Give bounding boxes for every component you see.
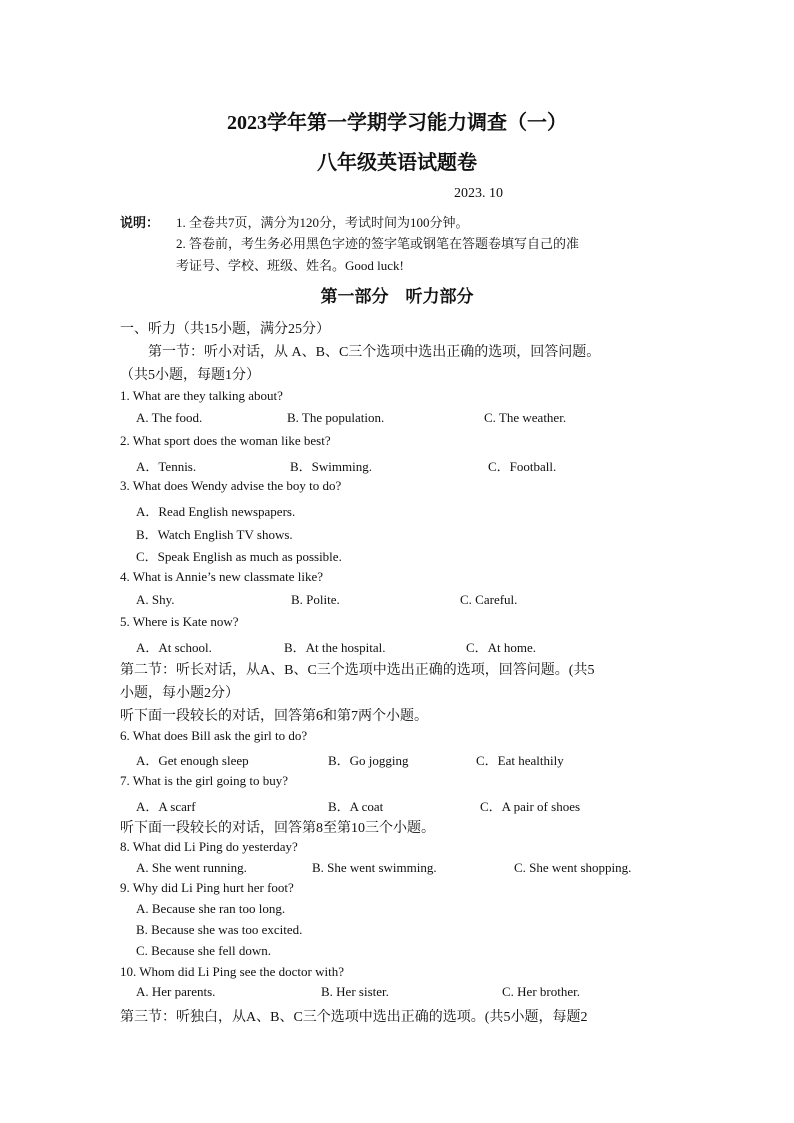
q3-option-a: A．Read English newspapers. (136, 504, 296, 519)
q7-option-a: A．A scarf (136, 799, 196, 814)
q9-option-a: A. Because she ran too long. (136, 901, 286, 916)
q6-option-b: B．Go jogging (328, 753, 409, 768)
question-2: 2. What sport does the woman like best? (120, 433, 331, 448)
q4-option-a: A. Shy. (136, 592, 175, 607)
section1-instruction: 第一节：听小对话，从 A、B、C三个选项中选出正确的选项，回答问题。 (148, 345, 601, 360)
q2-option-c: C．Football. (488, 459, 557, 474)
section1-scoring: （共5小题，每题1分） (120, 368, 260, 383)
q2-option-b: B．Swimming. (290, 459, 372, 474)
q9-option-b: B. Because she was too excited. (136, 922, 303, 937)
q4-option-c: C. Careful. (460, 592, 518, 607)
q7-option-c: C．A pair of shoes (480, 799, 581, 814)
q3-option-b: B．Watch English TV shows. (136, 527, 293, 542)
exam-title: 2023学年第一学期学习能力调查（一） (227, 112, 567, 134)
q1-option-c: C. The weather. (484, 410, 567, 425)
question-9: 9. Why did Li Ping hurt her foot? (120, 880, 294, 895)
instructions-label: 说明： (120, 215, 160, 230)
q8-option-a: A. She went running. (136, 860, 247, 875)
q5-option-a: A．At school. (136, 640, 212, 655)
question-7: 7. What is the girl going to buy? (120, 773, 289, 788)
part1-title: 第一部分 听力部分 (320, 287, 474, 306)
listening-heading: 一、听力（共15小题，满分25分） (120, 322, 330, 337)
q9-option-c: C. Because she fell down. (136, 943, 272, 958)
instruction-line-2b: 考证号、学校、班级、姓名。Good luck! (176, 258, 404, 273)
q3-option-c: C．Speak English as much as possible. (136, 549, 342, 564)
question-10: 10. Whom did Li Ping see the doctor with? (120, 964, 344, 979)
section3-instruction: 第三节：听独白，从A、B、C三个选项中选出正确的选项。(共5小题，每题2 (120, 1010, 588, 1025)
q8-option-b: B. She went swimming. (312, 860, 437, 875)
dialog-2-instruction: 听下面一段较长的对话，回答第8至第10三个小题。 (120, 821, 435, 836)
instruction-line-1: 1. 全卷共7页，满分为120分，考试时间为100分钟。 (176, 215, 469, 230)
exam-date: 2023. 10 (454, 186, 503, 201)
q6-option-a: A．Get enough sleep (136, 753, 249, 768)
q2-option-a: A．Tennis. (136, 459, 197, 474)
q1-option-b: B. The population. (287, 410, 385, 425)
question-3: 3. What does Wendy advise the boy to do? (120, 478, 342, 493)
q7-option-b: B．A coat (328, 799, 384, 814)
q5-option-b: B．At the hospital. (284, 640, 386, 655)
q1-option-a: A. The food. (136, 410, 203, 425)
q6-option-c: C．Eat healthily (476, 753, 564, 768)
question-4: 4. What is Annie’s new classmate like? (120, 569, 324, 584)
q10-option-c: C. Her brother. (502, 984, 580, 999)
q10-option-b: B. Her sister. (321, 984, 389, 999)
q10-option-a: A. Her parents. (136, 984, 216, 999)
q5-option-c: C．At home. (466, 640, 537, 655)
dialog-1-instruction: 听下面一段较长的对话，回答第6和第7两个小题。 (120, 709, 428, 724)
question-5: 5. Where is Kate now? (120, 614, 239, 629)
question-1: 1. What are they talking about? (120, 388, 283, 403)
question-6: 6. What does Bill ask the girl to do? (120, 728, 308, 743)
q4-option-b: B. Polite. (291, 592, 340, 607)
section2-instruction: 第二节：听长对话，从A、B、C三个选项中选出正确的选项，回答问题。(共5 (120, 663, 595, 678)
question-8: 8. What did Li Ping do yesterday? (120, 839, 298, 854)
q8-option-c: C. She went shopping. (514, 860, 632, 875)
instruction-line-2a: 2. 答卷前，考生务必用黑色字迹的签字笔或钢笔在答题卷填写自己的准 (176, 236, 580, 251)
exam-subtitle: 八年级英语试题卷 (317, 152, 477, 174)
section2-scoring: 小题，每小题2分） (120, 686, 239, 701)
